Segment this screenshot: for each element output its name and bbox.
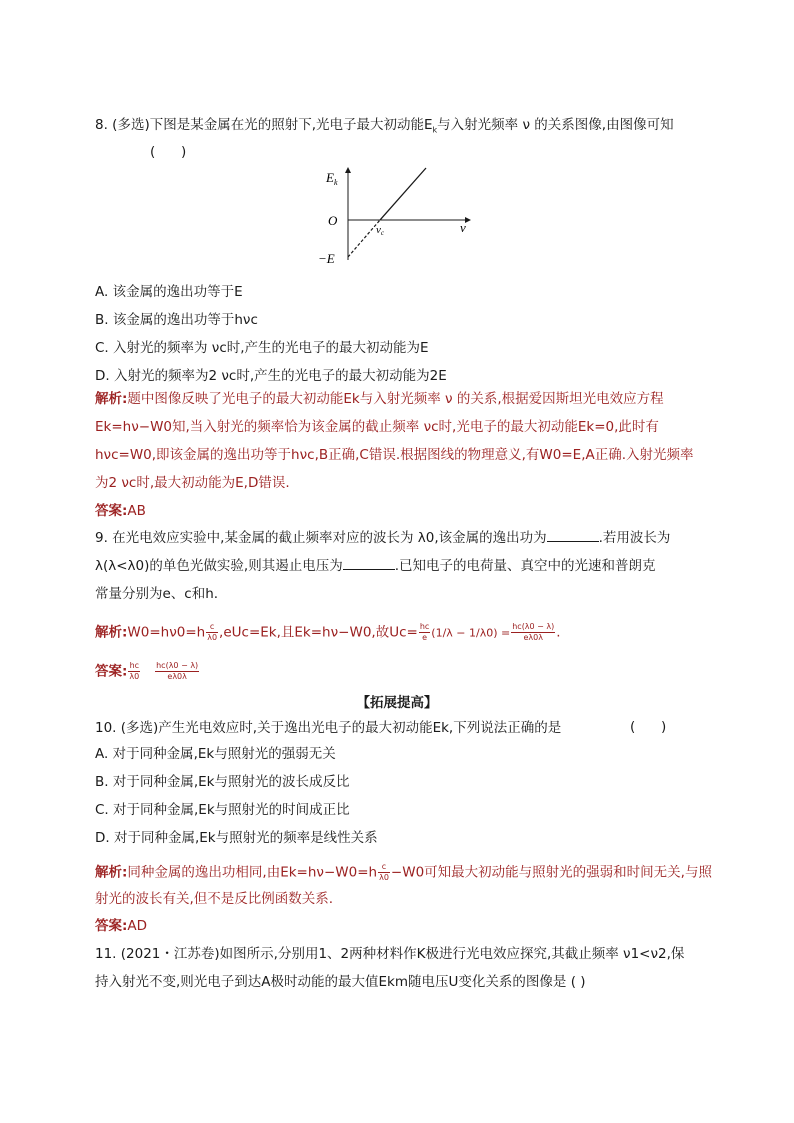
q8-option-a[interactable]: A. 该金属的逸出功等于E [95,284,243,300]
graph-y-label: $E_k$ [326,170,338,187]
q10-stem: 10. (多选)产生光电效应时,关于逸出光电子的最大初动能Ek,下列说法正确的是 [95,720,562,736]
q10-option-d[interactable]: D. 对于同种金属,Ek与照射光的频率是线性关系 [95,830,378,846]
q9-blank-1[interactable] [547,529,599,542]
q10-option-a[interactable]: A. 对于同种金属,Ek与照射光的强弱无关 [95,746,336,762]
q8-option-b[interactable]: B. 该金属的逸出功等于hνc [95,312,258,328]
q8-answer: 答案:AB [95,503,146,519]
q9-answer: 答案: $\frac{hc}{\lambda 0}$ $\frac{hc(\lambda 0 - \lambda)}{e\lambda 0\lambda}$ [95,661,199,681]
q10-analysis-line-2: 射光的波长有关,但不是反比例函数关系. [95,891,334,907]
q9-line-3: 常量分别为e、c和h. [95,586,219,602]
q11-line-1: 11. (2021・江苏卷)如图所示,分别用1、2两种材料作K极进行光电效应探究,其截止频率 ν1<ν2,保 [95,946,685,962]
q8-analysis-line-1: 解析:题中图像反映了光电子的最大初动能Ek与入射光频率 ν 的关系,根据爱因斯坦光电效应方程 [95,391,664,407]
graph-origin: O [328,213,338,228]
q8-option-d[interactable]: D. 入射光的频率为2 νc时,产生的光电子的最大初动能为2E [95,368,447,384]
q10-answer: 答案:AD [95,918,148,934]
q9-blank-2[interactable] [343,557,395,570]
q8-option-c[interactable]: C. 入射光的频率为 νc时,产生的光电子的最大初动能为E [95,340,429,356]
q8-analysis-line-3: hνc=W0,即该金属的逸出功等于hνc,B正确,C错误.根据图线的物理意义,有W0=E,A正确.入射光频率 [95,447,694,463]
graph-x-label: ν [460,220,466,235]
graph-x-tick: νc [376,224,384,237]
q10-option-c[interactable]: C. 对于同种金属,Ek与照射光的时间成正比 [95,802,350,818]
q8-analysis-line-2: Ek=hν−W0知,当入射光的频率恰为该金属的截止频率 νc时,光电子的最大初动能Ek=0,此时有 [95,419,659,435]
q8-answer-paren: ( ) [150,144,187,160]
section-heading: 【拓展提高】 [356,695,438,711]
q8-stem: 8. (多选)下图是某金属在光的照射下,光电子最大初动能$E_k$与入射光频率 ν 的关系图像,由图像可知 [95,117,674,135]
q8-analysis-line-4: 为2 νc时,最大初动能为E,D错误. [95,475,290,491]
q11-line-2: 持入射光不变,则光电子到达A极时动能的最大值Ekm随电压U变化关系的图像是 ( ) [95,974,586,990]
q10-answer-paren: ( ) [630,719,667,735]
q9-analysis: 解析:W0=hν0=h $\frac{c}{\lambda 0}$ ,eUc=Ek,且Ek=hν−W0,故Uc= $\frac{hc}{e}$ (1/λ − 1/λ0) = $\frac{hc(\lambda 0 - \lambda)}{e\lambda 0\lambda}$ . [95,622,561,642]
graph-ek-line [380,168,426,220]
q9-line-1: 9. 在光电效应实验中,某金属的截止频率对应的波长为 λ0,该金属的逸出功为 .若用波长为 [95,530,671,546]
q10-option-b[interactable]: B. 对于同种金属,Ek与照射光的波长成反比 [95,774,350,790]
q8-ek-nu-graph [310,160,480,275]
q10-analysis-line-1: 解析:同种金属的逸出功相同,由Ek=hν−W0=h $\frac{c}{\lambda 0}$ −W0可知最大初动能与照射光的强弱和时间无关,与照 [95,862,712,882]
q9-line-2: λ(λ<λ0)的单色光做实验,则其遏止电压为 .已知电子的电荷量、真空中的光速和普朗克 [95,558,656,574]
graph-neg-label: −E [318,251,335,266]
